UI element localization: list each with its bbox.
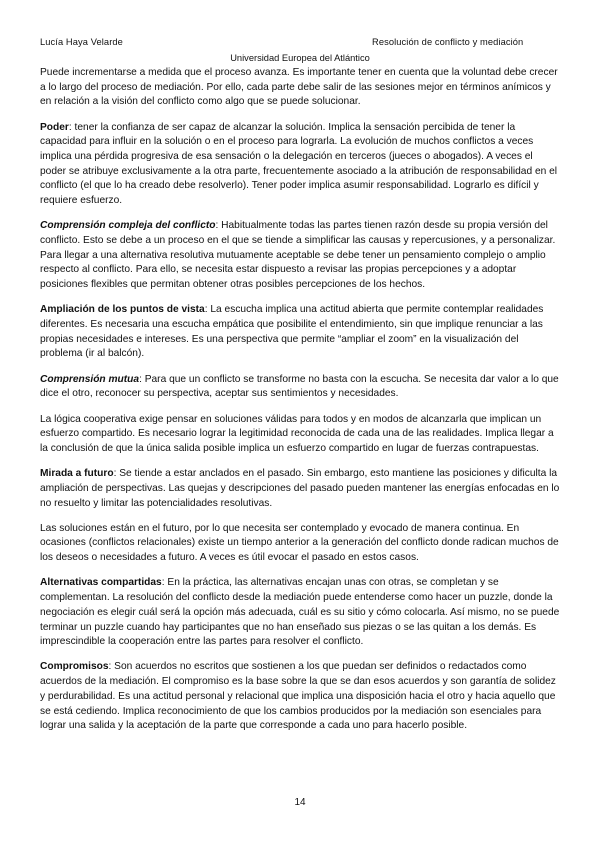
paragraph-comprension-mutua (40, 373, 561, 402)
paragraph-poder (40, 121, 561, 209)
paragraph-text: Puede incrementarse a medida que el proceso avanza. Es importante tener en cuenta que la voluntad debe crecer a lo largo del proceso de mediación. Por ello, cada parte debe salir de las sesiones mejor en términos anímicos y en relación a la visión del conflicto como algo que se puede solucionar. (40, 67, 558, 108)
paragraph-ampliacion (40, 303, 561, 362)
paragraph-alternativas (40, 576, 561, 650)
header-institution: Universidad Europea del Atlántico (230, 53, 370, 63)
paragraph-compromisos (40, 660, 561, 734)
paragraph (40, 413, 561, 457)
header-document-title: Resolución de conflicto y mediación (372, 37, 524, 47)
paragraph-text: : La escucha implica una actitud abierta que permite contemplar realidades diferentes. Es necesaria una escucha empática que posibilite el entendimiento, sin que implique renunciar a las propias necesidades e intereses. Es una perspectiva que permite “ampliar el zoom” en la visualización del problema (ir al balcón). (40, 304, 544, 360)
page-number: 14 (294, 797, 306, 808)
paragraph-text: : En la práctica, las alternativas encajan unas con otras, se completan y se complementan. La resolución del conflicto desde la mediación puede entenderse como hacer un puzzle, donde la negociación es elegir cuál será la opción más adecuada, cuál es su sitio y cómo colocarla. Así mismo, no se puede terminar un puzzle cuando hay participantes que no han enseñado sus piezas o se las quitan a los demás. Es imprescindible la cooperación entre las partes para resolver el conflicto. (40, 577, 560, 648)
term-heading: Comprensión compleja del conflicto (40, 220, 216, 232)
term-heading: Poder (40, 121, 69, 133)
term-heading: Ampliación de los puntos de vista (40, 304, 205, 316)
paragraph (40, 66, 561, 110)
paragraph-comprension-compleja (40, 219, 561, 293)
paragraph-text: : tener la confianza de ser capaz de alcanzar la solución. Implica la sensación percibida de tener la capacidad para influir en la solución o en el proceso para lograrla. La evolución de muchos conflictos a veces implica una pérdida progresiva de esa sensación o la delegación en terceros (jueces o abogados). A veces el poder se atribuye exclusivamente a la otra parte, frecuentemente asociado a la atribución de responsabilidad en el conflicto (el que lo ha creado debe resolverlo). Tener poder implica asumir responsabilidad. Lograrlo es difícil y requiere esfuerzo. (40, 121, 558, 207)
header-author: Lucía Haya Velarde (40, 37, 123, 47)
body-text (40, 66, 561, 744)
paragraph-text: : Se tiende a estar anclados en el pasado. Sin embargo, esto mantiene las posiciones y dificulta la ampliación de perspectivas. Las quejas y descripciones del pasado pueden mantener las energías enfocadas en lo no resuelto y limitar las potencialidades resolutivas. (40, 468, 560, 509)
paragraph-text: : Para que un conflicto se transforme no basta con la escucha. Se necesita dar valor a lo que dice el otro, reconocer su perspectiva, aceptar sus sentimientos y necesidades. (40, 373, 559, 400)
term-heading: Mirada a futuro (40, 468, 114, 480)
paragraph-text: Las soluciones están en el futuro, por lo que necesita ser contemplado y evocado de manera continua. En ocasiones (conflictos relacionales) existe un tiempo anterior a la generación del conflicto donde radican muchos de los deseos o necesidades a futuro. A veces es útil evocar el pasado en estos casos. (40, 522, 559, 564)
paragraph-text: La lógica cooperativa exige pensar en soluciones válidas para todos y en modos de alcanzarla que implican un esfuerzo compartido. Es necesario lograr la legitimidad reconocida de cada una de las realidades. Implica llegar a la conclusión de que la única salida posible implica un esfuerzo compartido en lugar de fuerzas contrapuestas. (40, 413, 554, 454)
term-heading: Alternativas compartidas (40, 577, 162, 589)
paragraph (40, 522, 561, 566)
term-heading: Compromisos (40, 661, 109, 673)
term-heading: Comprensión mutua (40, 373, 140, 385)
paragraph-mirada-futuro (40, 467, 561, 511)
paragraph-text: : Son acuerdos no escritos que sostienen a los que puedan ser definidos o redactados como acuerdos de la mediación. El compromiso es la base sobre la que se dan esos acuerdos y son garantía de solidez y perdurabilidad. Es una actitud personal y relacional que implica una disposición hacia el otro y hacia aquello que se está cediendo. Implica reconocimiento de que los cambios producidos por la mediación son esenciales para lograr una salida y la aceptación de la parte que corresponde a cada uno para hacerlo posible. (40, 661, 556, 732)
paragraph-text: : Habitualmente todas las partes tienen razón desde su propia versión del conflicto. Esto se debe a un proceso en el que se tiende a simplificar las causas y repercusiones, y a personalizar. Para llegar a una alternativa resolutiva mutuamente aceptable se debe tener un pensamiento complejo o amplio respecto al conflicto. Para ello, se necesita estar dispuesto a revisar las propias percepciones y a adoptar posiciones flexibles que permitan obtener otras posibles percepciones de los hechos. (40, 220, 556, 291)
